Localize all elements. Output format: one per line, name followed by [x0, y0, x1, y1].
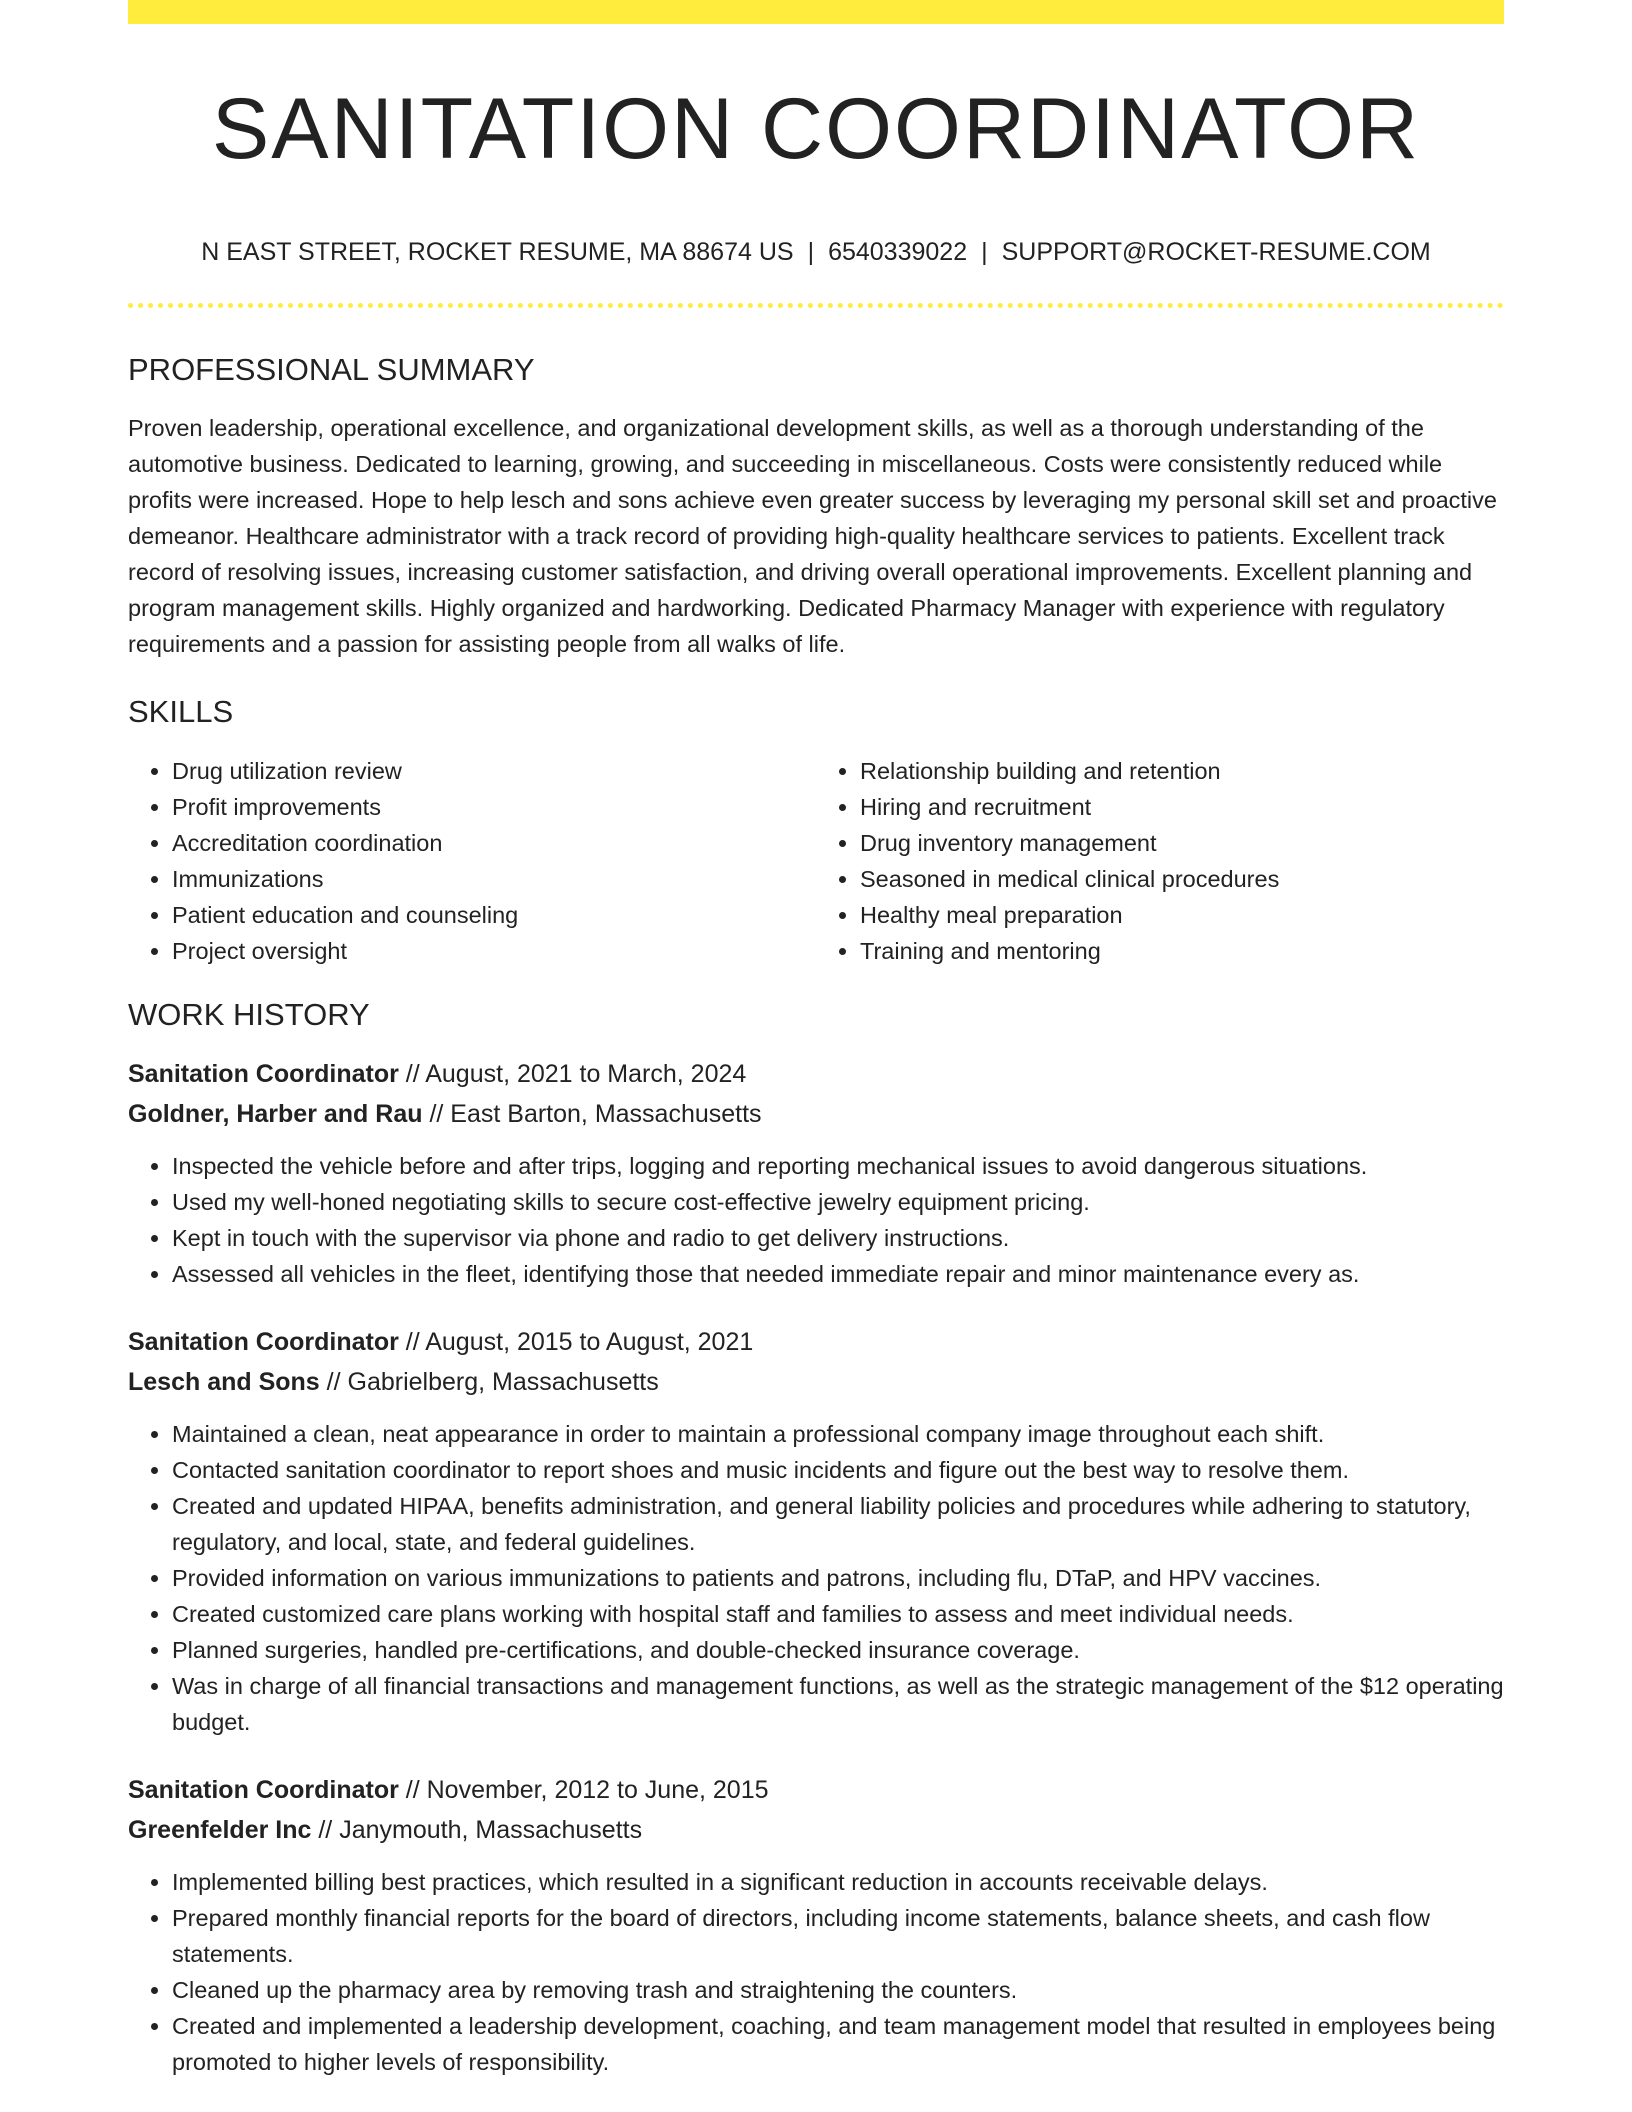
- job-bullet: • Implemented billing best practices, which resulted in a significant reduction in accounts receivable delays.: [172, 1864, 1504, 1900]
- job-dates: // August, 2021 to March, 2024: [398, 1060, 747, 1088]
- summary-heading: PROFESSIONAL SUMMARY: [128, 352, 535, 387]
- contact-address: N EAST STREET, ROCKET RESUME, MA 88674 US: [201, 238, 794, 266]
- job-bullet: • Cleaned up the pharmacy area by removing trash and straightening the counters.: [172, 1972, 1504, 2008]
- job-title: Sanitation Coordinator: [128, 1328, 399, 1356]
- job-bullet: • Prepared monthly financial reports for the board of directors, including income statements, balance sheets, and cash flow statements.: [172, 1900, 1504, 1972]
- skill-item: • Relationship building and retention: [860, 753, 1504, 789]
- page-title: SANITATION COORDINATOR: [211, 81, 1421, 177]
- contact-line: [128, 240, 1504, 265]
- skill-item: • Drug inventory management: [860, 825, 1504, 861]
- skill-item: • Project oversight: [172, 933, 816, 969]
- job-company-line: [128, 1094, 1504, 1134]
- contact-separator: |: [807, 238, 815, 266]
- job-title: Sanitation Coordinator: [128, 1776, 399, 1804]
- job-entry: [128, 1054, 1504, 1292]
- skills-heading: SKILLS: [128, 694, 234, 729]
- skills-list-left: [128, 753, 816, 969]
- job-bullet-list: [128, 1864, 1504, 2080]
- job-title: Sanitation Coordinator: [128, 1060, 399, 1088]
- job-bullet: • Used my well-honed negotiating skills to secure cost-effective jewelry equipment pricing.: [172, 1184, 1504, 1220]
- job-bullet: • Created and updated HIPAA, benefits administration, and general liability policies and procedures while adhering to statutory, regulatory, and local, state, and federal guidelines.: [172, 1488, 1504, 1560]
- job-bullet: • Inspected the vehicle before and after trips, logging and reporting mechanical issues to avoid dangerous situations.: [172, 1148, 1504, 1184]
- job-entry: [128, 1322, 1504, 1740]
- skills-list-right: [816, 753, 1504, 969]
- job-dates: // November, 2012 to June, 2015: [398, 1776, 769, 1804]
- skill-item: • Healthy meal preparation: [860, 897, 1504, 933]
- job-dates: // August, 2015 to August, 2021: [398, 1328, 754, 1356]
- job-entry: [128, 1770, 1504, 2080]
- job-location: // Gabrielberg, Massachusetts: [319, 1368, 659, 1396]
- job-location: // Janymouth, Massachusetts: [311, 1816, 643, 1844]
- work-history-heading: WORK HISTORY: [128, 997, 370, 1032]
- job-title-line: [128, 1322, 1504, 1362]
- job-title-line: [128, 1054, 1504, 1094]
- skill-item: • Seasoned in medical clinical procedures: [860, 861, 1504, 897]
- accent-top-bar: [128, 0, 1504, 24]
- job-title-line: [128, 1770, 1504, 1810]
- skill-item: • Training and mentoring: [860, 933, 1504, 969]
- skills-grid: [128, 753, 1504, 969]
- job-company-line: [128, 1810, 1504, 1850]
- job-bullet: • Was in charge of all financial transactions and management functions, as well as the strategic management of the $12 operating budget.: [172, 1668, 1504, 1740]
- job-company: Lesch and Sons: [128, 1368, 320, 1396]
- contact-separator: |: [981, 238, 988, 266]
- skill-item: • Immunizations: [172, 861, 816, 897]
- skill-item: • Accreditation coordination: [172, 825, 816, 861]
- contact-email: SUPPORT@ROCKET-RESUME.COM: [1001, 238, 1431, 266]
- summary-text: Proven leadership, operational excellence, and organizational development skills, as well as a thorough understanding of the automotive business. Dedicated to learning, growing, and succeeding in miscellaneous. Costs were consistently reduced while profits were increased. Hope to help lesch and sons achieve even greater success by leveraging my personal skill set and proactive demeanor. Healthcare administrator with a track record of providing high-quality healthcare services to patients. Excellent track record of resolving issues, increasing customer satisfaction, and driving overall operational improvements. Excellent planning and program management skills. Highly organized and hardworking. Dedicated Pharmacy Manager with experience with regulatory requirements and a passion for assisting people from all walks of life.: [128, 415, 1497, 657]
- job-bullet: • Assessed all vehicles in the fleet, identifying those that needed immediate repair and minor maintenance every as.: [172, 1256, 1504, 1292]
- job-bullet: • Created and implemented a leadership development, coaching, and team management model that resulted in employees being promoted to higher levels of responsibility.: [172, 2008, 1504, 2080]
- job-bullet: • Planned surgeries, handled pre-certifications, and double-checked insurance coverage.: [172, 1632, 1504, 1668]
- job-bullet: • Contacted sanitation coordinator to report shoes and music incidents and figure out the best way to resolve them.: [172, 1452, 1504, 1488]
- job-bullet: • Maintained a clean, neat appearance in order to maintain a professional company image throughout each shift.: [172, 1416, 1504, 1452]
- job-company: Greenfelder Inc: [128, 1816, 312, 1844]
- skill-item: • Drug utilization review: [172, 753, 816, 789]
- dotted-divider: [128, 303, 1504, 308]
- job-company-line: [128, 1362, 1504, 1402]
- job-bullet-list: [128, 1416, 1504, 1740]
- skill-item: • Hiring and recruitment: [860, 789, 1504, 825]
- job-location: // East Barton, Massachusetts: [422, 1100, 762, 1128]
- job-bullet-list: [128, 1148, 1504, 1292]
- skill-item: • Profit improvements: [172, 789, 816, 825]
- job-bullet: • Kept in touch with the supervisor via phone and radio to get delivery instructions.: [172, 1220, 1504, 1256]
- resume-page: [128, 0, 1504, 2080]
- job-bullet: • Provided information on various immunizations to patients and patrons, including flu, DTaP, and HPV vaccines.: [172, 1560, 1504, 1596]
- contact-phone: 6540339022: [828, 238, 968, 266]
- job-bullet: • Created customized care plans working with hospital staff and families to assess and meet individual needs.: [172, 1596, 1504, 1632]
- skill-item: • Patient education and counseling: [172, 897, 816, 933]
- job-company: Goldner, Harber and Rau: [128, 1100, 423, 1128]
